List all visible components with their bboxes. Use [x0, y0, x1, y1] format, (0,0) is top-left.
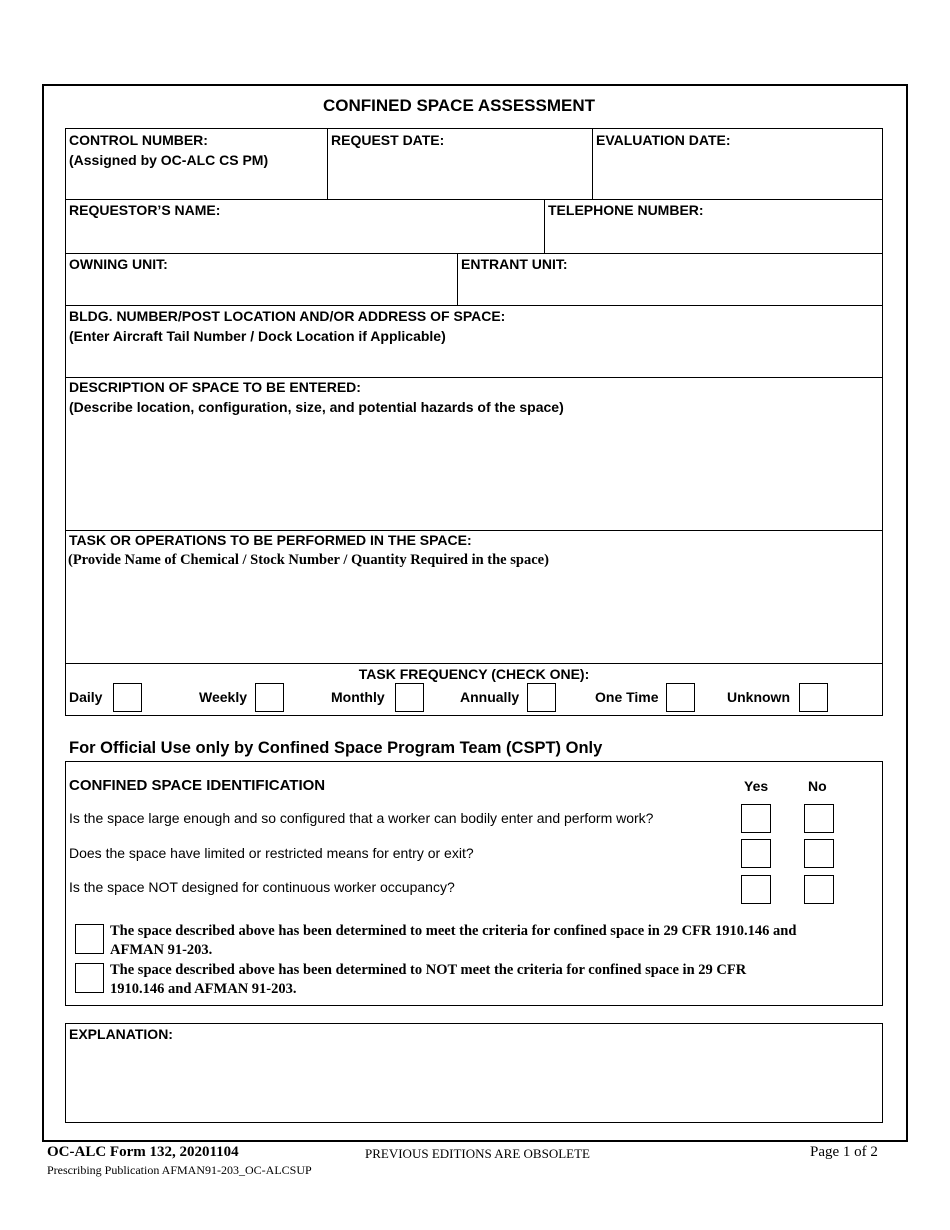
task-note: (Provide Name of Chemical / Stock Number / Quantity Required in the space) [68, 552, 549, 568]
frequency-monthly-label: Monthly [331, 689, 385, 705]
entrant-unit-field[interactable] [461, 276, 879, 302]
question-text: Does the space have limited or restricted means for entry or exit? [69, 845, 474, 861]
frequency-daily-label: Daily [69, 689, 103, 705]
determination-not-text-cont: 1910.146 and AFMAN 91-203. [110, 981, 297, 997]
description-note: (Describe location, configuration, size, and potential hazards of the space) [69, 399, 564, 415]
footer-publication: Prescribing Publication AFMAN91-203_OC-ALCSUP [47, 1163, 312, 1177]
divider [327, 128, 328, 200]
telephone-number-field[interactable] [548, 222, 879, 250]
frequency-one-time-checkbox[interactable] [666, 683, 695, 712]
bldg-address-field[interactable] [69, 348, 879, 374]
determination-meets-text-cont: AFMAN 91-203. [110, 942, 213, 958]
official-use-heading: For Official Use only by Confined Space Program Team (CSPT) Only [69, 739, 603, 757]
frequency-label: TASK FREQUENCY (CHECK ONE): [358, 666, 590, 682]
question-2-no-checkbox[interactable] [804, 839, 834, 868]
question-1-no-checkbox[interactable] [804, 804, 834, 833]
determination-meets-checkbox[interactable] [75, 924, 104, 954]
yes-column-label: Yes [744, 778, 769, 794]
evaluation-date-field[interactable] [596, 152, 879, 196]
frequency-annually-checkbox[interactable] [527, 683, 556, 712]
requestor-name-field[interactable] [69, 222, 540, 250]
determination-not-checkbox[interactable] [75, 963, 104, 993]
frequency-annually-label: Annually [460, 689, 520, 705]
request-date-field[interactable] [331, 152, 588, 196]
question-3-no-checkbox[interactable] [804, 875, 834, 904]
frequency-one-time-label: One Time [595, 689, 659, 705]
determination-not-text: The space described above has been determined to NOT meet the criteria for confined space in 29 CFR [110, 962, 747, 978]
explanation-label: EXPLANATION: [69, 1026, 173, 1042]
description-label: DESCRIPTION OF SPACE TO BE ENTERED: [69, 379, 361, 395]
entrant-unit-label: ENTRANT UNIT: [461, 256, 568, 272]
determination-meets-text: The space described above has been determined to meet the criteria for confined space in 29 CFR 1910.146 and [110, 923, 797, 939]
footer-form-id: OC-ALC Form 132, 20201104 [47, 1144, 239, 1160]
no-column-label: No [808, 778, 827, 794]
bldg-note: (Enter Aircraft Tail Number / Dock Location if Applicable) [69, 328, 446, 344]
owning-unit-label: OWNING UNIT: [69, 256, 168, 272]
divider [592, 128, 593, 200]
frequency-unknown-checkbox[interactable] [799, 683, 828, 712]
form-title: CONFINED SPACE ASSESSMENT [322, 96, 596, 115]
control-number-field[interactable] [69, 172, 324, 196]
frequency-weekly-checkbox[interactable] [255, 683, 284, 712]
frequency-weekly-label: Weekly [199, 689, 247, 705]
question-text: Is the space NOT designed for continuous worker occupancy? [69, 879, 455, 895]
frequency-daily-checkbox[interactable] [113, 683, 142, 712]
question-3-yes-checkbox[interactable] [741, 875, 771, 904]
bldg-label: BLDG. NUMBER/POST LOCATION AND/OR ADDRESS OF SPACE: [69, 308, 506, 324]
control-number-note: (Assigned by OC-ALC CS PM) [69, 152, 269, 168]
control-number-label: CONTROL NUMBER: [69, 132, 208, 148]
task-label: TASK OR OPERATIONS TO BE PERFORMED IN THE SPACE: [69, 532, 472, 548]
divider [544, 199, 545, 253]
requestor-name-label: REQUESTOR’S NAME: [69, 202, 221, 218]
task-field[interactable] [69, 574, 879, 660]
question-text: Is the space large enough and so configured that a worker can bodily enter and perform work? [69, 810, 654, 826]
explanation-field[interactable] [69, 1046, 879, 1118]
question-1-yes-checkbox[interactable] [741, 804, 771, 833]
divider [457, 253, 458, 305]
frequency-unknown-label: Unknown [727, 689, 790, 705]
description-field[interactable] [69, 420, 879, 526]
evaluation-date-label: EVALUATION DATE: [596, 132, 731, 148]
identification-label: CONFINED SPACE IDENTIFICATION [69, 777, 326, 794]
request-date-label: REQUEST DATE: [331, 132, 445, 148]
owning-unit-field[interactable] [69, 276, 453, 302]
question-2-yes-checkbox[interactable] [741, 839, 771, 868]
frequency-monthly-checkbox[interactable] [395, 683, 424, 712]
footer-obsolete-notice: PREVIOUS EDITIONS ARE OBSOLETE [365, 1146, 590, 1161]
footer-page-number: Page 1 of 2 [810, 1144, 878, 1160]
telephone-number-label: TELEPHONE NUMBER: [548, 202, 704, 218]
